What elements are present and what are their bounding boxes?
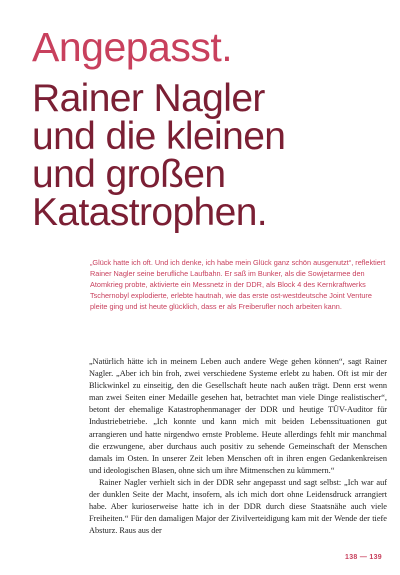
headline-line: Katastrophen. xyxy=(32,191,268,234)
article-body xyxy=(89,356,387,537)
intro-paragraph: „Glück hatte ich oft. Und ich denke, ich habe mein Glück ganz schön ausgenutzt“, reflektiert Rainer Nagler seine berufliche Laufbahn. Er saß im Bunker, als die Sowjetarmee den Atomkrieg probte, aktivierte ein Messnetz in der DDR, als Block 4 des Kernkraftwerks Tschernobyl explodierte, erlebte hautnah, wie das erste ost-westdeutsche Joint Venture pleite ging und ist heute glücklich, dass er als Freiberufler noch arbeiten kann. xyxy=(90,258,386,312)
body-paragraph: Rainer Nagler verhielt sich in der DDR sehr angepasst und sagt selbst: „Ich war auf der dunklen Seite der Macht, insofern, als ich mich dort ohne Leidensdruck arrangiert habe. Aber kurioserweise hatte ich in der DDR durch diese Staatsnähe auch viele Freiheiten.“ Für den damaligen Major der Zivilverteidigung kam mit der Wende der tiefe Absturz. Raus aus der xyxy=(89,477,387,536)
headline-kicker: Angepasst. xyxy=(32,24,233,70)
headline xyxy=(32,77,382,234)
headline-line: und großen xyxy=(32,153,226,196)
page-numbers: 138 — 139 xyxy=(345,554,382,561)
headline-line: und die kleinen xyxy=(32,115,286,158)
headline-line: Rainer Nagler xyxy=(32,77,265,120)
body-paragraph: „Natürlich hätte ich in meinem Leben auch andere Wege gehen können“, sagt Rainer Nagler. „Aber ich bin froh, zwei verschiedene Systeme erlebt zu haben. Oft ist mir der Blickwinkel zu einseitig, den die Gesellschaft heute nach außen trägt. Denn erst wenn man zwei Seiten einer Medaille gesehen hat, betrachtet man viele Dinge realistischer“, betont der ehemalige Katastrophenmanager der DDR und heutige TÜV-Auditor für Industriebetriebe. „Ich konnte und kann mich mit beiden Lebenssituationen gut arrangieren und hatte nirgendwo ernste Probleme. Heute allerdings fehlt mir manchmal die erzwungene, aber durchaus auch positiv zu sehende Gemeinschaft der Menschen damals im Osten. In unserer Zeit leben Menschen oft in ihren engen Gedankenkreisen und ideologischen Blasen, ohne sich um ihre Mitmenschen zu kümmern.“ xyxy=(89,357,387,475)
